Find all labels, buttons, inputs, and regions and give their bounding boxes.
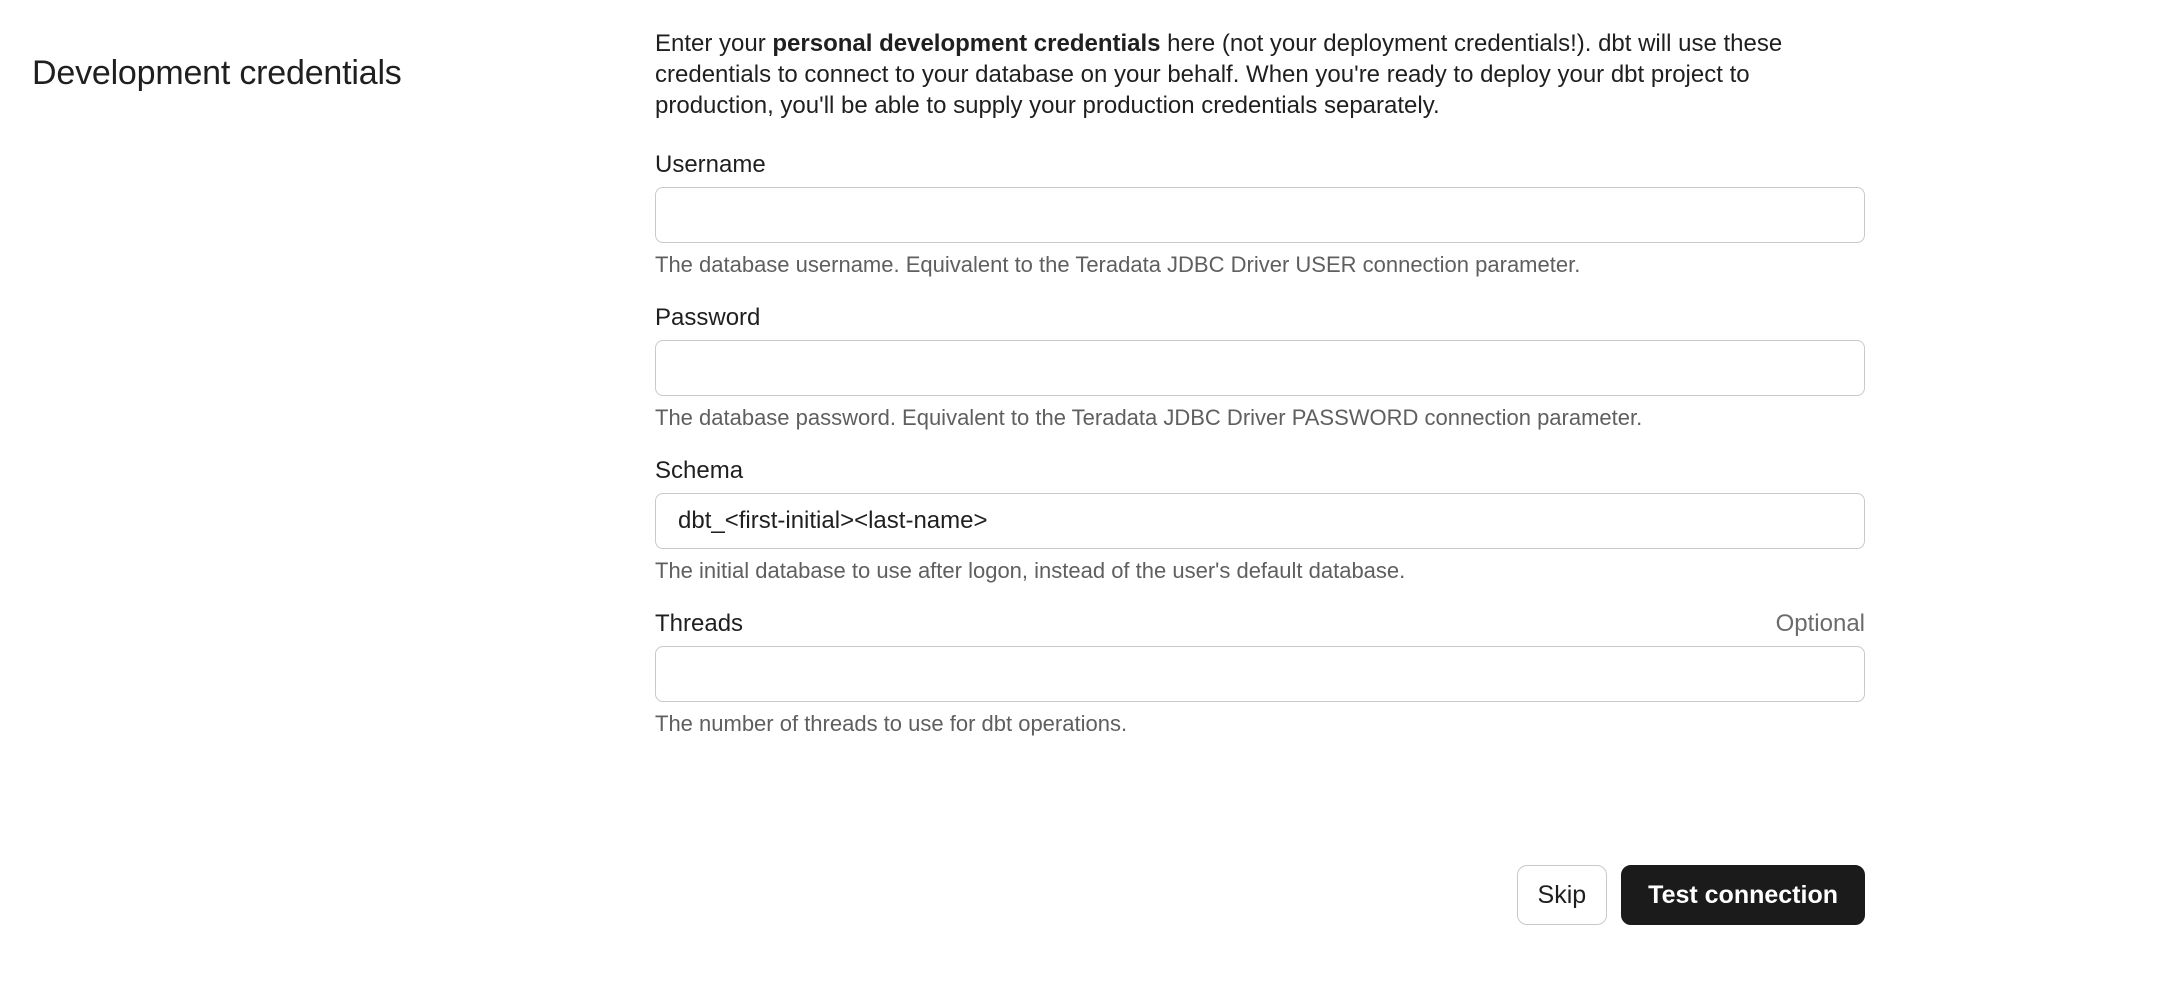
page-title: Development credentials: [32, 53, 402, 92]
credentials-form: [655, 28, 1865, 763]
field-threads-label: Threads: [655, 610, 744, 637]
field-threads: [655, 610, 1865, 737]
field-username-head: [655, 151, 1865, 179]
field-threads-helper: The number of threads to use for dbt operations.: [655, 711, 1128, 736]
field-username: [655, 151, 1865, 278]
threads-input[interactable]: [655, 646, 1865, 702]
field-password-helper: The database password. Equivalent to the Teradata JDBC Driver PASSWORD connection parameter.: [655, 405, 1643, 430]
field-schema-head: [655, 457, 1865, 485]
password-input[interactable]: [655, 340, 1865, 396]
test-connection-button[interactable]: Test connection: [1621, 865, 1865, 925]
intro-text-bold: personal development credentials: [772, 30, 1161, 57]
field-threads-head: [655, 610, 1865, 638]
field-password-label: Password: [655, 304, 761, 331]
field-schema: [655, 457, 1865, 584]
field-username-label: Username: [655, 151, 766, 178]
field-username-helper: The database username. Equivalent to the Teradata JDBC Driver USER connection parameter.: [655, 252, 1581, 277]
field-schema-helper: The initial database to use after logon, instead of the user's default database.: [655, 558, 1406, 583]
username-input[interactable]: [655, 187, 1865, 243]
intro-paragraph: [655, 28, 1840, 121]
field-schema-label: Schema: [655, 457, 744, 484]
intro-text-after: here (not your deployment credentials!). dbt will use these credentials to connect to your database on your behalf. When you're ready to deploy your dbt project to production, you'll be able to supply your production credentials separately.: [655, 30, 1783, 119]
field-threads-optional: Optional: [1775, 610, 1865, 637]
form-actions: [655, 865, 1865, 925]
skip-button[interactable]: Skip: [1517, 865, 1608, 925]
field-password-head: [655, 304, 1865, 332]
intro-text-before: Enter your: [655, 30, 773, 57]
schema-input[interactable]: [655, 493, 1865, 549]
field-password: [655, 304, 1865, 431]
